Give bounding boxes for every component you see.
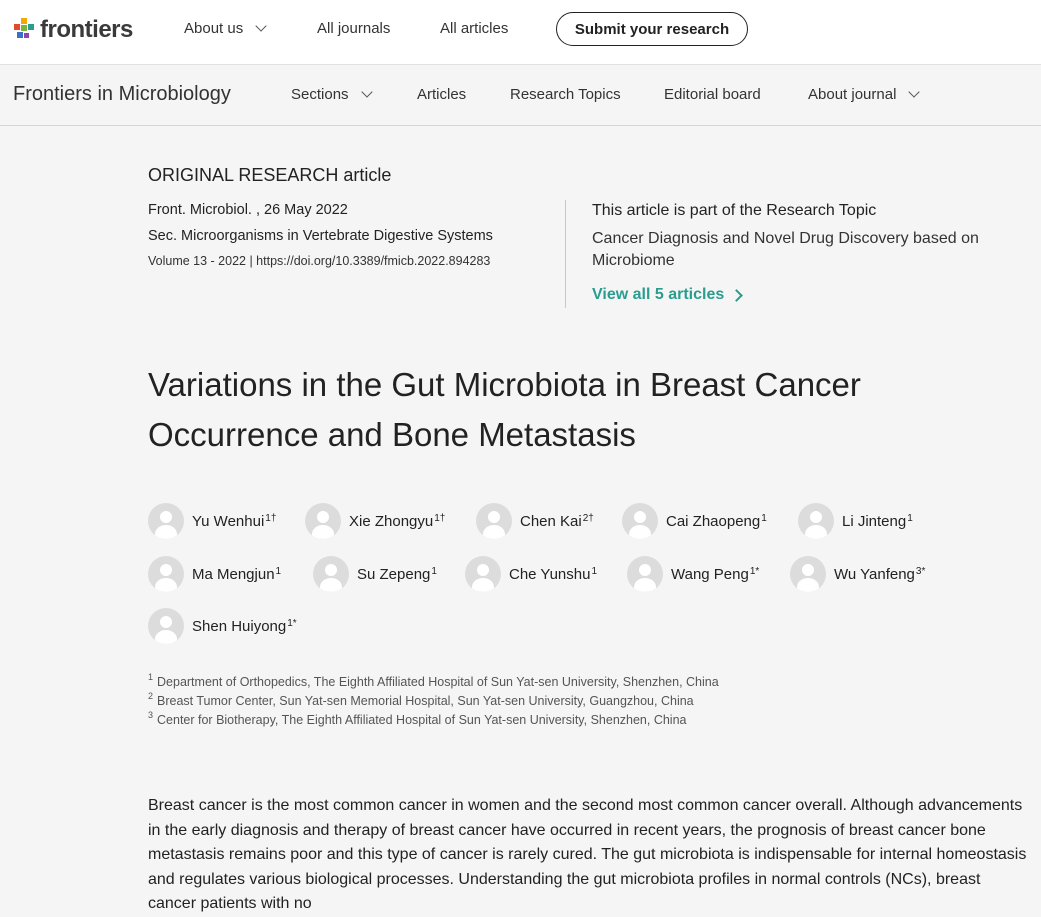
avatar-icon — [313, 556, 349, 592]
author-name: Che Yunshu — [509, 565, 591, 583]
author-item[interactable] — [313, 556, 437, 592]
author-name: Wang Peng — [671, 565, 749, 583]
chevron-down-icon — [909, 86, 920, 97]
author-name: Su Zepeng — [357, 565, 431, 583]
author-name: Wu Yanfeng — [834, 565, 915, 583]
affiliation-number: 1 — [148, 672, 154, 682]
article-title — [148, 360, 1008, 460]
avatar-icon — [476, 503, 512, 539]
author-item[interactable] — [622, 503, 767, 539]
affiliation-item — [148, 672, 719, 689]
research-topic-label: This article is part of the Research Topic — [592, 202, 877, 219]
subnav-sections[interactable] — [291, 86, 371, 103]
author-affiliation-marker: 2† — [582, 512, 594, 524]
author-item[interactable] — [476, 503, 594, 539]
author-name: Ma Mengjun — [192, 565, 275, 583]
article-section[interactable]: Sec. Microorganisms in Vertebrate Digestive Systems — [148, 228, 493, 244]
author-name: Xie Zhongyu — [349, 512, 434, 530]
author-affiliation-marker: 1† — [434, 512, 446, 524]
avatar-icon — [148, 608, 184, 644]
view-all-articles-link[interactable] — [592, 286, 741, 304]
author-name: Chen Kai — [520, 512, 582, 530]
nav-all-articles-label: All articles — [440, 20, 509, 37]
author-affiliation-marker: 1* — [749, 565, 760, 577]
nav-about-us[interactable] — [184, 20, 265, 37]
author-item[interactable] — [465, 556, 597, 592]
meta-divider — [565, 200, 566, 308]
author-item[interactable] — [627, 556, 759, 592]
article-type: ORIGINAL RESEARCH article — [148, 165, 392, 185]
nav-about-us-label: About us — [184, 20, 244, 37]
subnav-articles[interactable] — [417, 86, 466, 103]
affiliation-number: 2 — [148, 691, 154, 701]
author-affiliation-marker: 1 — [761, 512, 767, 524]
journal-date: Front. Microbiol. , 26 May 2022 — [148, 202, 348, 218]
avatar-icon — [305, 503, 341, 539]
journal-subheader — [0, 64, 1041, 126]
author-affiliation-marker: 1† — [265, 512, 277, 524]
author-affiliation-marker: 1* — [287, 617, 297, 629]
author-item[interactable] — [790, 556, 925, 592]
author-name: Yu Wenhui — [192, 512, 265, 530]
subnav-editorial-board[interactable] — [664, 86, 761, 103]
affiliation-item — [148, 710, 687, 727]
subnav-about-journal-label: About journal — [808, 86, 897, 103]
author-item[interactable] — [148, 608, 297, 644]
subnav-sections-label: Sections — [291, 86, 349, 103]
submit-research-button[interactable]: Submit your research — [556, 12, 748, 46]
author-affiliation-marker: 3* — [915, 565, 926, 577]
volume-doi[interactable]: Volume 13 - 2022 | https://doi.org/10.3389/fmicb.2022.894283 — [148, 254, 491, 268]
chevron-right-icon — [730, 289, 743, 302]
author-item[interactable] — [798, 503, 913, 539]
nav-all-journals-label: All journals — [317, 20, 391, 37]
nav-all-articles[interactable] — [440, 20, 508, 37]
avatar-icon — [798, 503, 834, 539]
logo-text: frontiers — [40, 16, 133, 43]
subnav-research-topics-label: Research Topics — [510, 86, 621, 103]
author-item[interactable] — [148, 556, 281, 592]
chevron-down-icon — [361, 86, 372, 97]
author-name: Cai Zhaopeng — [666, 512, 761, 530]
article-title-line2: Occurrence and Bone Metastasis — [148, 416, 636, 453]
author-name: Shen Huiyong — [192, 617, 287, 635]
author-affiliation-marker: 1 — [431, 565, 437, 577]
subnav-editorial-board-label: Editorial board — [664, 86, 761, 103]
research-topic-title[interactable]: Cancer Diagnosis and Novel Drug Discovery based on Microbiome — [592, 230, 979, 269]
avatar-icon — [622, 503, 658, 539]
frontiers-logo[interactable] — [14, 16, 133, 44]
subnav-articles-label: Articles — [417, 86, 467, 103]
author-item[interactable] — [305, 503, 445, 539]
author-affiliation-marker: 1 — [591, 565, 598, 577]
article-title-line1: Variations in the Gut Microbiota in Breast Cancer — [148, 366, 861, 403]
journal-title[interactable]: Frontiers in Microbiology — [13, 83, 231, 105]
avatar-icon — [790, 556, 826, 592]
affiliation-number: 3 — [148, 710, 154, 720]
frontiers-logo-icon — [14, 18, 36, 42]
avatar-icon — [465, 556, 501, 592]
author-affiliation-marker: 1 — [275, 565, 282, 577]
chevron-down-icon — [256, 20, 267, 31]
avatar-icon — [148, 556, 184, 592]
affiliation-item — [148, 691, 694, 708]
nav-all-journals[interactable] — [317, 20, 390, 37]
subnav-about-journal[interactable] — [808, 86, 918, 103]
top-header — [0, 0, 1041, 64]
view-all-articles-label: View all 5 articles — [592, 286, 725, 303]
subnav-research-topics[interactable] — [510, 86, 621, 103]
abstract-text: Breast cancer is the most common cancer in women and the second most common cancer overall. Although advancements in the early diagnosis and therapy of breast cancer have occurred in recent years, the prognosis of breast cancer bone metastasis remains poor and this type of cancer is rarely cured. The gut microbiota is indispensable for internal homeostasis and regulates various biological processes. Understanding the gut microbiota profiles in normal controls (NCs), breast cancer patients with no — [148, 797, 1027, 912]
affiliation-text: Department of Orthopedics, The Eighth Affiliated Hospital of Sun Yat-sen University, Shenzhen, China — [157, 675, 719, 689]
avatar-icon — [148, 503, 184, 539]
affiliation-text: Center for Biotherapy, The Eighth Affiliated Hospital of Sun Yat-sen University, Shenzhen, China — [157, 713, 687, 727]
avatar-icon — [627, 556, 663, 592]
author-item[interactable] — [148, 503, 276, 539]
author-name: Li Jinteng — [842, 512, 907, 530]
affiliation-text: Breast Tumor Center, Sun Yat-sen Memorial Hospital, Sun Yat-sen University, Guangzhou, China — [157, 694, 694, 708]
author-affiliation-marker: 1 — [907, 512, 913, 524]
